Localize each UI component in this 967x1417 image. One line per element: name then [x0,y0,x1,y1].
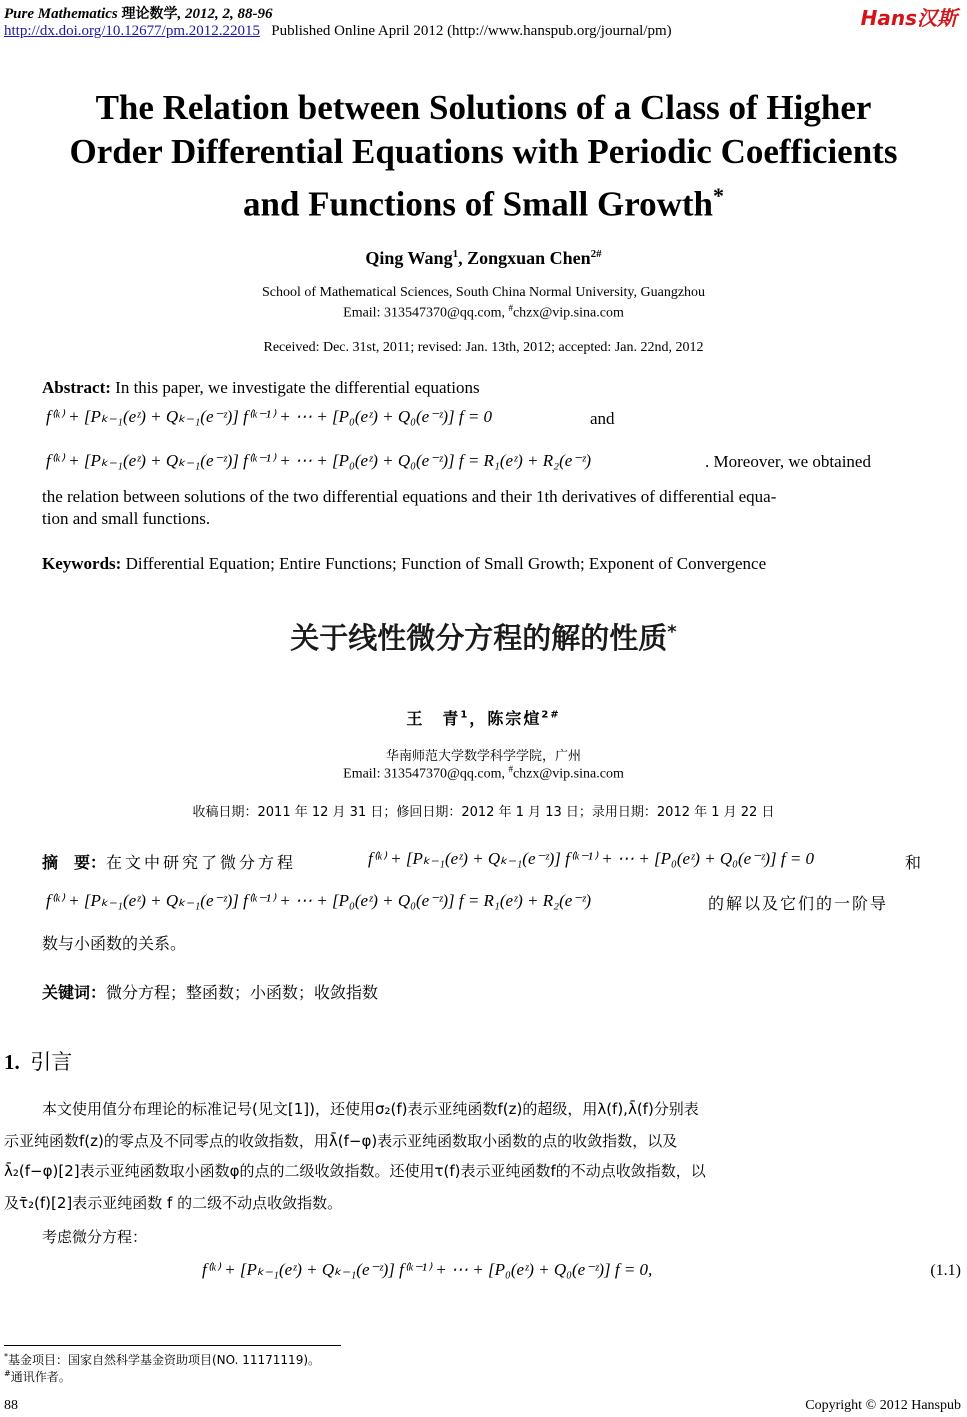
abstract-line-2: tion and small functions. [42,509,211,528]
keywords-label: Keywords: [42,554,122,573]
intro-line-2: 示亚纯函数f(z)的零点及不同零点的收敛指数，用λ̄(f−φ)表示亚纯函数取小函数的点的收敛指数，以及 [4,1132,678,1150]
author-1: Qing Wang [365,248,453,268]
chinese-authors: 王 青$^1$，陈宗煊$^{2\#}$ [406,709,561,728]
chinese-affiliation: 华南师范大学数学科学学院，广州 [385,749,581,764]
journal-header [4,3,273,23]
intro-consider: 考虑微分方程： [42,1228,148,1246]
chinese-email: Email: 313547370@qq.com, #chzx@vip.sina.com [343,764,624,782]
title-line-2: Order Differential Equations with Periodic Coefficients [69,132,898,171]
page-number: 88 [4,1398,18,1413]
authors: Qing Wang$^1$, Zongxuan Chen$^{2\#}$ [365,248,602,268]
intro-line-3: λ̄₂(f−φ)[2]表示亚纯函数取小函数φ的点的二级收敛指数。还使用τ(f)表示亚纯函数f的不动点收敛指数，以 [4,1162,706,1180]
title-line-3: and Functions of Small Growth* [243,183,724,224]
keywords: Keywords: Differential Equation; Entire Functions; Function of Small Growth; Exponent of Convergence [42,554,767,573]
abstract-and: and [590,409,615,428]
abstract-moreover: . Moreover, we obtained [705,452,871,471]
journal-volume: , 2012, 2, 88-96 [177,6,273,22]
hanspub-logo: Hans汉斯 [860,6,957,30]
equation-number: (1.1) [930,1262,961,1279]
abstract-label: Abstract: [42,378,111,397]
chinese-abstract-line-1: 摘 要：在文中研究了微分方程 [42,853,297,872]
equation-homogeneous: f⁽ᵏ⁾ + [Pₖ₋₁(eᶻ) + Qₖ₋₁(e⁻ᶻ)] f⁽ᵏ⁻¹⁾ + ⋯ + [P₀(eᶻ) + Q₀(e⁻ᶻ)] f = 0 [46,407,493,426]
chinese-abstract-post: 的解以及它们的一阶导 [708,894,889,913]
author-2: Zongxuan Chen [467,248,591,268]
footnote-1: *基金项目：国家自然科学基金资助项目(NO. 11171119)。 [4,1352,321,1367]
footnote-divider [4,1345,341,1346]
copyright: Copyright © 2012 Hanspub [805,1398,961,1413]
title-line-1: The Relation between Solutions of a Class of Higher [95,88,872,127]
intro-line-1: 本文使用值分布理论的标准记号(见文[1])，还使用σ₂(f)表示亚纯函数f(z)的超级，用λ(f),λ̄(f)分别表 [42,1100,699,1118]
doi-link[interactable]: http://dx.doi.org/10.12677/pm.2012.22015 [4,23,260,39]
affiliation: School of Mathematical Sciences, South China Normal University, Guangzhou [261,285,706,300]
intro-line-4: 及τ̄₂(f)[2]表示亚纯函数 f 的二级不动点收敛指数。 [4,1194,343,1212]
doi-line [4,23,672,40]
paper-title [0,86,967,227]
footnote-2: #通讯作者。 [4,1369,71,1384]
title-footnote-mark: * [713,183,724,208]
received-dates: Received: Dec. 31st, 2011; revised: Jan. 13th, 2012; accepted: Jan. 22nd, 2012 [263,340,704,355]
chinese-abstract-label: 摘 要： [42,853,107,872]
chinese-abstract-eq2: f⁽ᵏ⁾ + [Pₖ₋₁(eᶻ) + Qₖ₋₁(e⁻ᶻ)] f⁽ᵏ⁻¹⁾ + ⋯ + [P₀(eᶻ) + Q₀(e⁻ᶻ)] f = R₁(eᶻ) + R₂(e⁻ᶻ) [46,891,592,910]
equation-1-1: f⁽ᵏ⁾ + [Pₖ₋₁(eᶻ) + Qₖ₋₁(e⁻ᶻ)] f⁽ᵏ⁻¹⁾ + ⋯ + [P₀(eᶻ) + Q₀(e⁻ᶻ)] f = 0, [202,1260,653,1279]
chinese-dates: 收稿日期：2011 年 12 月 31 日；修回日期：2012 年 1 月 13 日；录用日期：2012 年 1 月 22 日 [192,805,775,820]
chinese-title: 关于线性微分方程的解的性质* [290,621,677,655]
email-line: Email: 313547370@qq.com, #chzx@vip.sina.com [343,303,624,321]
journal-name: Pure Mathematics [4,6,118,22]
chinese-abstract-eq1: f⁽ᵏ⁾ + [Pₖ₋₁(eᶻ) + Qₖ₋₁(e⁻ᶻ)] f⁽ᵏ⁻¹⁾ + ⋯ + [P₀(eᶻ) + Q₀(e⁻ᶻ)] f = 0 [368,849,815,868]
chinese-abstract-end: 数与小函数的关系。 [42,934,187,953]
equation-nonhomogeneous: f⁽ᵏ⁾ + [Pₖ₋₁(eᶻ) + Qₖ₋₁(e⁻ᶻ)] f⁽ᵏ⁻¹⁾ + ⋯ + [P₀(eᶻ) + Q₀(e⁻ᶻ)] f = R₁(eᶻ) + R₂(e⁻ᶻ) [46,451,592,470]
chinese-abstract-and: 和 [905,853,922,872]
abstract-line-1: the relation between solutions of the two differential equations and their 1th derivatives of differential equa- [42,487,777,506]
journal-name-cn: 理论数学 [121,6,178,22]
chinese-keywords-label: 关键词： [42,983,107,1002]
abstract-intro: Abstract: In this paper, we investigate the differential equations [42,378,480,397]
chinese-keywords: 关键词：微分方程；整函数；小函数；收敛指数 [42,983,379,1002]
section-heading: 1. 引言 [4,1050,73,1074]
published-info: Published Online April 2012 (http://www.hanspub.org/journal/pm) [271,23,672,39]
